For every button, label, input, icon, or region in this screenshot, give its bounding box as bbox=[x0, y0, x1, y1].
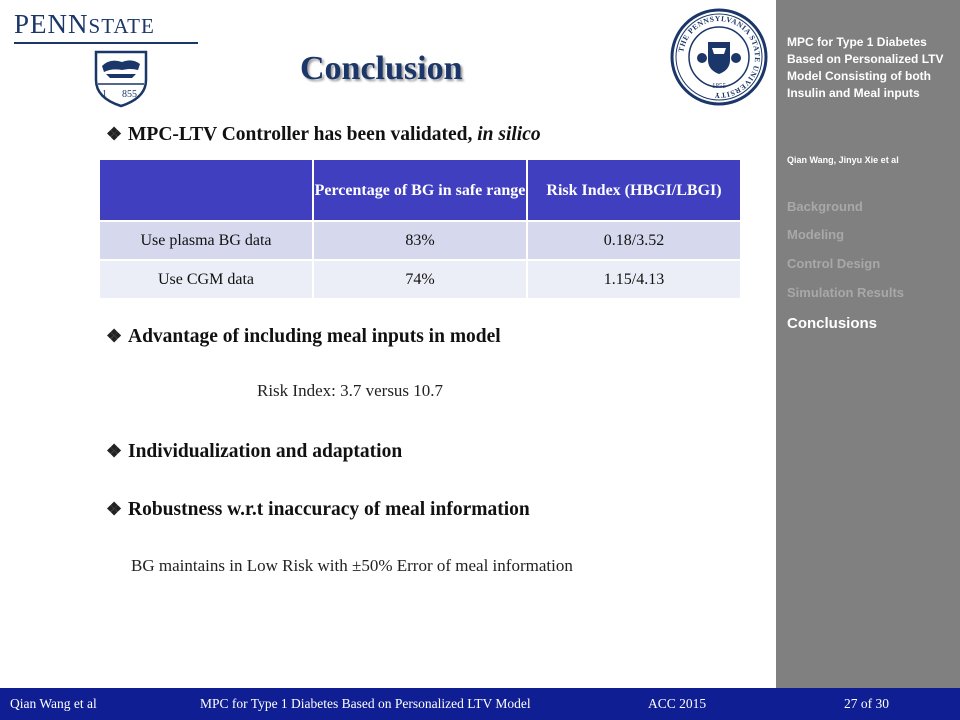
bg-maintains-note: BG maintains in Low Risk with ±50% Error of meal information bbox=[131, 556, 573, 575]
table-row bbox=[100, 260, 740, 298]
footer-title: MPC for Type 1 Diabetes Based on Personalized LTV Model bbox=[200, 696, 531, 711]
table-header-cell: Risk Index (HBGI/LBGI) bbox=[527, 160, 740, 221]
nav-item-control-design[interactable]: Control Design bbox=[787, 256, 881, 271]
svg-text:1: 1 bbox=[102, 89, 107, 100]
table-cell: Use plasma BG data bbox=[100, 221, 313, 260]
nav-item-conclusions[interactable]: Conclusions bbox=[787, 315, 878, 332]
table-cell: Use CGM data bbox=[100, 260, 313, 298]
footer-page-number: 27 of 30 bbox=[844, 696, 889, 711]
sidebar-title: MPC for Type 1 Diabetes Based on Personalized LTV Model Consisting of both Insulin and Meal inputs bbox=[787, 35, 944, 100]
table-cell: 83% bbox=[313, 221, 527, 260]
diamond-bullet-icon: ❖ bbox=[106, 499, 123, 519]
nav-item-simulation-results[interactable]: Simulation Results bbox=[787, 285, 905, 300]
logo-rule bbox=[14, 42, 198, 44]
footer-author: Qian Wang et al bbox=[10, 696, 97, 711]
svg-text:855: 855 bbox=[122, 89, 137, 100]
risk-index-note: Risk Index: 3.7 versus 10.7 bbox=[257, 381, 444, 400]
sidebar-authors: Qian Wang, Jinyu Xie et al bbox=[787, 155, 899, 165]
bullet-meal-inputs: ❖ Advantage of including meal inputs in model bbox=[106, 326, 501, 347]
bullet-robustness: ❖ Robustness w.r.t inaccuracy of meal information bbox=[106, 499, 530, 520]
penn-state-shield-icon bbox=[92, 50, 150, 108]
bullet-individualization: ❖ Individualization and adaptation bbox=[106, 441, 403, 462]
bullet-controller-validated: ❖ MPC-LTV Controller has been validated, in silico bbox=[106, 124, 541, 145]
footer-bar bbox=[0, 688, 960, 720]
diamond-bullet-icon: ❖ bbox=[106, 326, 123, 346]
table-cell: 74% bbox=[313, 260, 527, 298]
footer-venue: ACC 2015 bbox=[648, 696, 707, 711]
diamond-bullet-icon: ❖ bbox=[106, 124, 123, 144]
table-header-cell bbox=[100, 160, 313, 221]
results-table bbox=[100, 160, 740, 298]
logo-wordmark: PENNSTATE bbox=[14, 9, 155, 39]
svg-text:THE PENNSYLVANIA STATE UNIVERS: THE PENNSYLVANIA STATE UNIVERSITY bbox=[676, 13, 763, 101]
slide-title: Conclusion bbox=[300, 50, 463, 87]
table-cell: 0.18/3.52 bbox=[527, 221, 740, 260]
table-header-cell: Percentage of BG in safe range bbox=[313, 160, 527, 221]
table-row bbox=[100, 221, 740, 260]
svg-text:1855: 1855 bbox=[712, 82, 726, 90]
university-seal-icon bbox=[670, 8, 768, 106]
table-cell: 1.15/4.13 bbox=[527, 260, 740, 298]
table-header-row bbox=[100, 160, 740, 221]
diamond-bullet-icon: ❖ bbox=[106, 441, 123, 461]
nav-item-background[interactable]: Background bbox=[787, 199, 863, 214]
penn-state-logo bbox=[14, 8, 204, 104]
nav-item-modeling[interactable]: Modeling bbox=[787, 227, 845, 242]
sidebar bbox=[776, 0, 960, 688]
